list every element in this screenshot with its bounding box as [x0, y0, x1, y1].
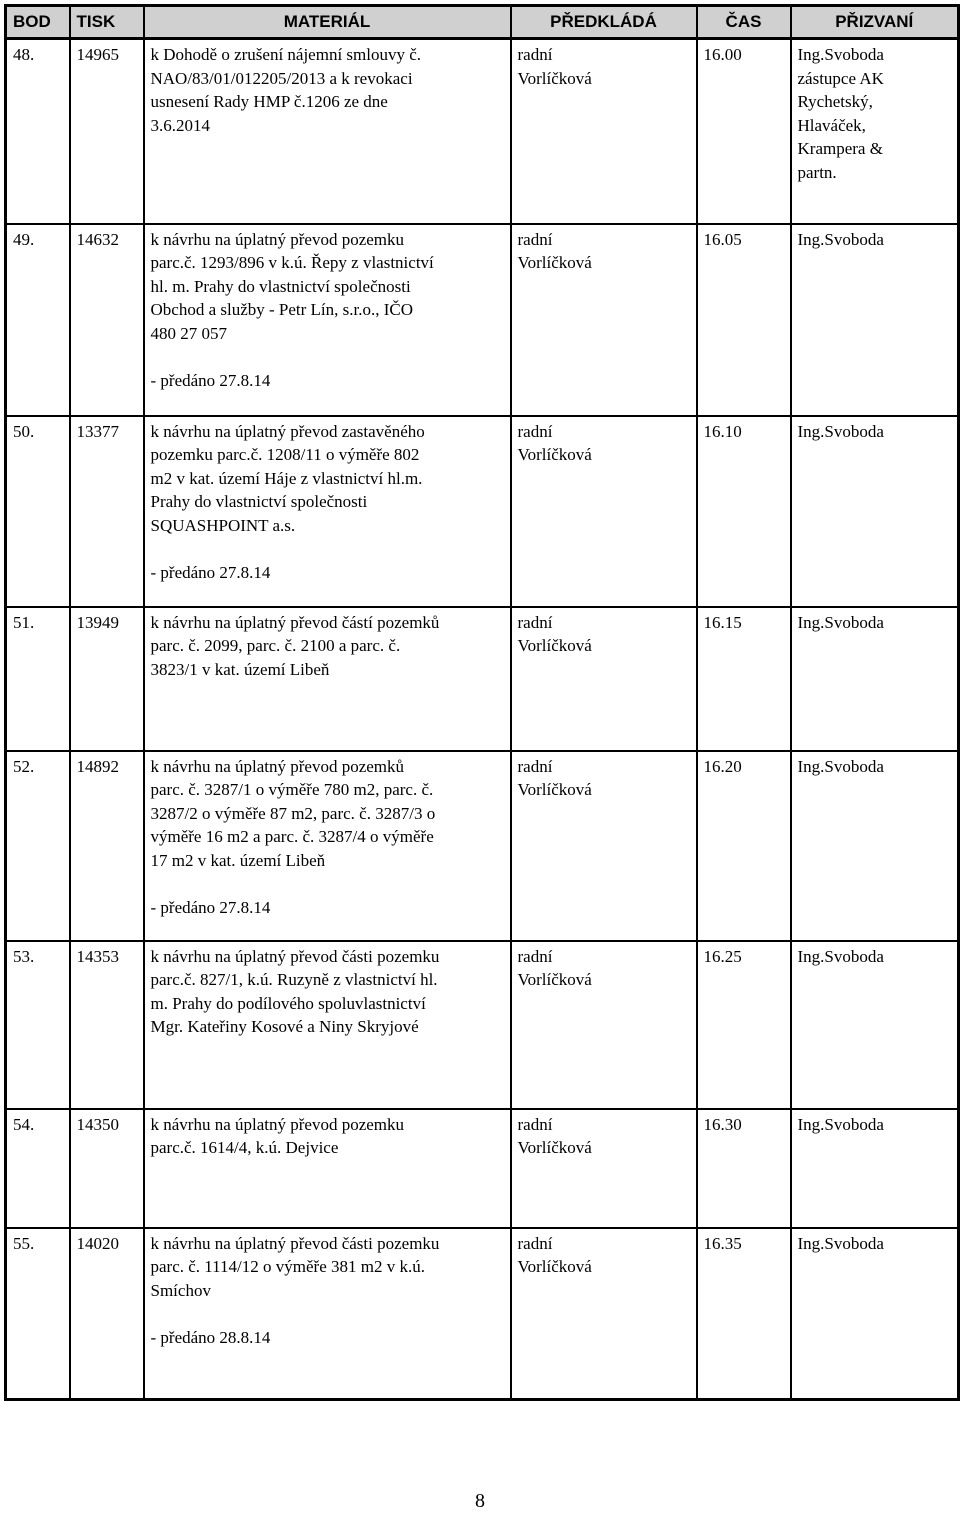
- header-tisk: TISK: [70, 6, 144, 39]
- header-predklada: PŘEDKLÁDÁ: [511, 6, 697, 39]
- agenda-row: [6, 224, 959, 416]
- cell-cas: 16.00: [697, 39, 791, 224]
- cell-cas: 16.20: [697, 751, 791, 941]
- cell-material: [144, 607, 511, 751]
- cell-tisk: 14353: [70, 941, 144, 1109]
- material-text: k návrhu na úplatný převod části pozemku parc. č. 1114/12 o výměře 381 m2 v k.ú. Smíchov: [150, 1233, 440, 1300]
- header-bod: BOD: [6, 6, 70, 39]
- cell-material: [144, 1228, 511, 1400]
- cell-cas: 16.15: [697, 607, 791, 751]
- cell-material: [144, 416, 511, 607]
- cell-cas: 16.05: [697, 224, 791, 416]
- agenda-row: [6, 607, 959, 751]
- cell-predklada: radní Vorlíčková: [511, 941, 697, 1109]
- handover-note: - předáno 27.8.14: [150, 898, 271, 917]
- cell-bod: 48.: [6, 39, 70, 224]
- cell-prizvani: Ing.Svoboda zástupce AK Rychetský, Hlaváček, Krampera & partn.: [791, 39, 959, 224]
- header-cas: ČAS: [697, 6, 791, 39]
- cell-bod: 50.: [6, 416, 70, 607]
- cell-cas: 16.35: [697, 1228, 791, 1400]
- cell-material: [144, 941, 511, 1109]
- material-text: k návrhu na úplatný převod částí pozemků parc. č. 2099, parc. č. 2100 a parc. č. 3823/1 v kat. území Libeň: [150, 612, 440, 679]
- cell-predklada: radní Vorlíčková: [511, 1228, 697, 1400]
- agenda-table: [4, 4, 960, 1401]
- cell-tisk: 13377: [70, 416, 144, 607]
- cell-material: [144, 39, 511, 224]
- cell-tisk: 14965: [70, 39, 144, 224]
- cell-tisk: 14892: [70, 751, 144, 941]
- cell-bod: 53.: [6, 941, 70, 1109]
- cell-predklada: radní Vorlíčková: [511, 751, 697, 941]
- material-text: k návrhu na úplatný převod pozemku parc.č. 1614/4, k.ú. Dejvice: [150, 1114, 405, 1157]
- cell-cas: 16.25: [697, 941, 791, 1109]
- cell-predklada: radní Vorlíčková: [511, 39, 697, 224]
- cell-material: [144, 1109, 511, 1228]
- cell-bod: 54.: [6, 1109, 70, 1228]
- cell-tisk: 13949: [70, 607, 144, 751]
- cell-bod: 49.: [6, 224, 70, 416]
- header-row: [6, 6, 959, 39]
- cell-predklada: radní Vorlíčková: [511, 1109, 697, 1228]
- cell-prizvani: Ing.Svoboda: [791, 416, 959, 607]
- cell-tisk: 14350: [70, 1109, 144, 1228]
- material-text: k návrhu na úplatný převod pozemků parc. č. 3287/1 o výměře 780 m2, parc. č. 3287/2 o výměře 87 m2, parc. č. 3287/3 o výměře 16 m2 a parc. č. 3287/4 o výměře 17 m2 v kat. území Libeň: [150, 756, 436, 870]
- agenda-row: [6, 751, 959, 941]
- cell-prizvani: Ing.Svoboda: [791, 607, 959, 751]
- cell-tisk: 14632: [70, 224, 144, 416]
- handover-note: - předáno 28.8.14: [150, 1328, 271, 1347]
- material-text: k návrhu na úplatný převod zastavěného pozemku parc.č. 1208/11 o výměře 802 m2 v kat. území Háje z vlastnictví hl.m. Prahy do vlastnictví společnosti SQUASHPOINT a.s.: [150, 421, 425, 535]
- cell-cas: 16.10: [697, 416, 791, 607]
- material-text: k návrhu na úplatný převod části pozemku parc.č. 827/1, k.ú. Ruzyně z vlastnictví hl. m. Prahy do podílového spoluvlastnictví Mgr. Kateřiny Kosové a Niny Skryjové: [150, 946, 440, 1036]
- material-text: k Dohodě o zrušení nájemní smlouvy č. NAO/83/01/012205/2013 a k revokaci usnesení Rady HMP č.1206 ze dne 3.6.2014: [150, 45, 422, 135]
- agenda-row: [6, 941, 959, 1109]
- header-material: MATERIÁL: [144, 6, 511, 39]
- page-number: 8: [475, 1490, 485, 1512]
- cell-prizvani: Ing.Svoboda: [791, 224, 959, 416]
- cell-predklada: radní Vorlíčková: [511, 416, 697, 607]
- cell-bod: 55.: [6, 1228, 70, 1400]
- handover-note: - předáno 27.8.14: [150, 371, 271, 390]
- agenda-row: [6, 1109, 959, 1228]
- agenda-row: [6, 1228, 959, 1400]
- cell-prizvani: Ing.Svoboda: [791, 751, 959, 941]
- handover-note: - předáno 27.8.14: [150, 563, 271, 582]
- cell-tisk: 14020: [70, 1228, 144, 1400]
- cell-prizvani: Ing.Svoboda: [791, 1109, 959, 1228]
- cell-prizvani: Ing.Svoboda: [791, 941, 959, 1109]
- cell-predklada: radní Vorlíčková: [511, 607, 697, 751]
- cell-material: [144, 751, 511, 941]
- cell-predklada: radní Vorlíčková: [511, 224, 697, 416]
- cell-material: [144, 224, 511, 416]
- agenda-row: [6, 39, 959, 224]
- cell-prizvani: Ing.Svoboda: [791, 1228, 959, 1400]
- header-prizvani: PŘIZVANÍ: [791, 6, 959, 39]
- cell-bod: 52.: [6, 751, 70, 941]
- material-text: k návrhu na úplatný převod pozemku parc.č. 1293/896 v k.ú. Řepy z vlastnictví hl. m. Prahy do vlastnictví společnosti Obchod a služby - Petr Lín, s.r.o., IČO 480 27 057: [150, 229, 434, 343]
- cell-cas: 16.30: [697, 1109, 791, 1228]
- cell-bod: 51.: [6, 607, 70, 751]
- agenda-row: [6, 416, 959, 607]
